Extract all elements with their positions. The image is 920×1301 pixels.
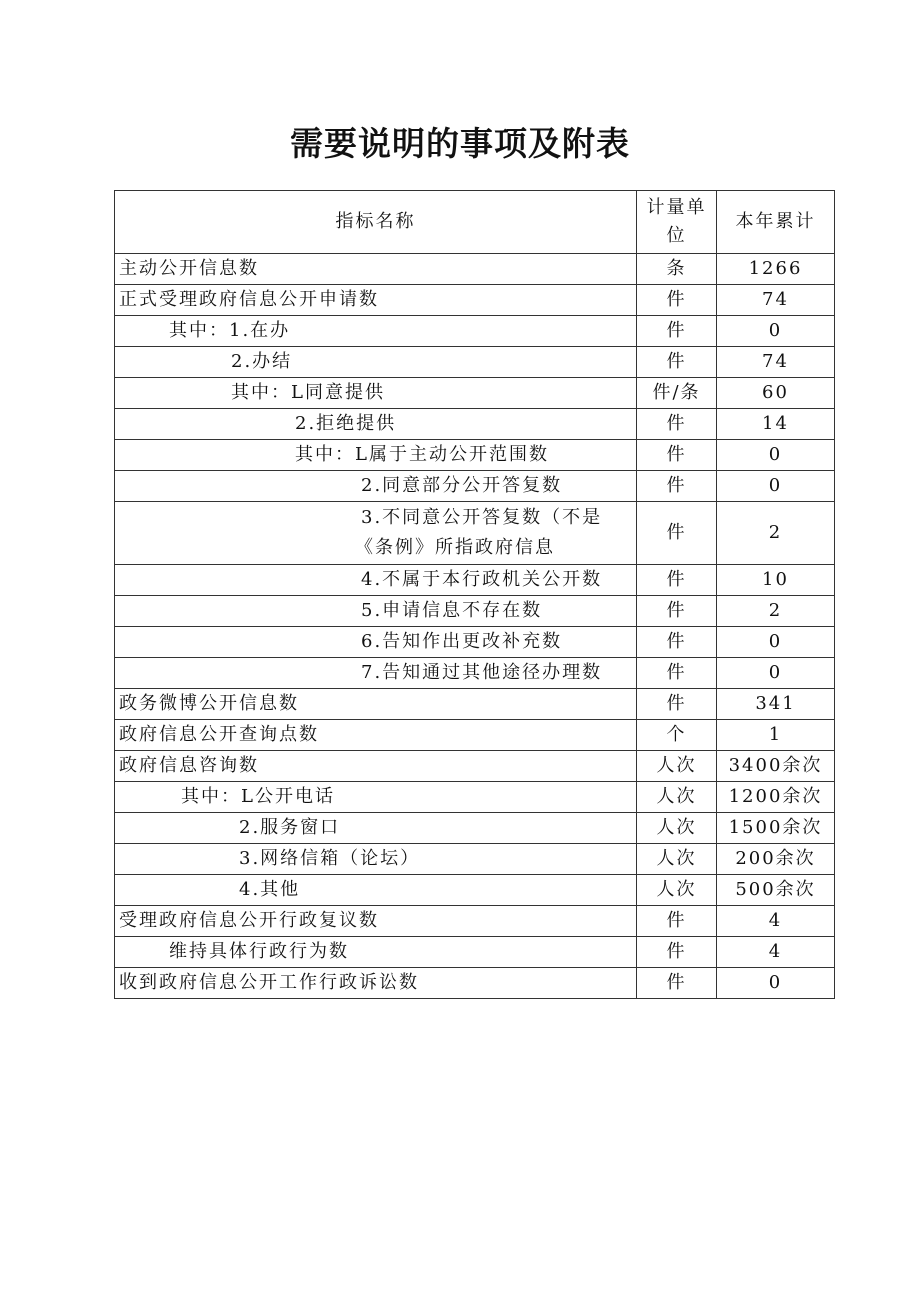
row-name: 其中：L同意提供 [115, 378, 637, 409]
row-unit: 件 [637, 285, 717, 316]
row-name: 3.网络信箱（论坛） [115, 844, 637, 875]
row-name: 5.申请信息不存在数 [115, 596, 637, 627]
row-value: 2 [717, 502, 835, 565]
table-row [115, 409, 835, 440]
row-value: 1266 [717, 254, 835, 285]
table-row [115, 813, 835, 844]
row-value: 1500余次 [717, 813, 835, 844]
row-value: 0 [717, 471, 835, 502]
row-unit: 件 [637, 440, 717, 471]
table-row [115, 316, 835, 347]
row-unit: 件 [637, 565, 717, 596]
row-value: 74 [717, 285, 835, 316]
row-name: 其中：1.在办 [115, 316, 637, 347]
row-value: 4 [717, 906, 835, 937]
table-row [115, 906, 835, 937]
row-unit: 人次 [637, 813, 717, 844]
row-value: 1200余次 [717, 782, 835, 813]
table-row [115, 627, 835, 658]
header-unit: 计量单位 [637, 191, 717, 254]
table-row [115, 347, 835, 378]
table-row [115, 502, 835, 565]
row-unit: 人次 [637, 782, 717, 813]
table-row [115, 254, 835, 285]
page-title: 需要说明的事项及附表 [290, 124, 630, 163]
row-name: 4.其他 [115, 875, 637, 906]
row-unit: 件/条 [637, 378, 717, 409]
row-unit: 件 [637, 627, 717, 658]
table-row [115, 751, 835, 782]
row-unit: 件 [637, 502, 717, 565]
row-unit: 件 [637, 596, 717, 627]
row-value: 0 [717, 968, 835, 999]
row-name: 维持具体行政行为数 [115, 937, 637, 968]
row-name: 其中：L属于主动公开范围数 [115, 440, 637, 471]
row-name: 4.不属于本行政机关公开数 [115, 565, 637, 596]
table-row [115, 378, 835, 409]
row-unit: 件 [637, 316, 717, 347]
row-unit: 条 [637, 254, 717, 285]
row-name: 6.告知作出更改补充数 [115, 627, 637, 658]
table-row [115, 782, 835, 813]
row-unit: 件 [637, 689, 717, 720]
row-value: 0 [717, 440, 835, 471]
table-row [115, 720, 835, 751]
row-unit: 人次 [637, 875, 717, 906]
row-value: 0 [717, 316, 835, 347]
row-unit: 件 [637, 409, 717, 440]
row-name: 2.同意部分公开答复数 [115, 471, 637, 502]
row-name: 2.拒绝提供 [115, 409, 637, 440]
table-row [115, 471, 835, 502]
row-unit: 件 [637, 658, 717, 689]
row-value: 14 [717, 409, 835, 440]
header-annual-total: 本年累计 [717, 191, 835, 254]
row-unit: 件 [637, 347, 717, 378]
table-row [115, 285, 835, 316]
row-value: 2 [717, 596, 835, 627]
row-unit: 人次 [637, 751, 717, 782]
table-row [115, 689, 835, 720]
table-header-row [115, 191, 835, 254]
row-name: 2.办结 [115, 347, 637, 378]
statistics-table [114, 190, 835, 999]
table-row [115, 968, 835, 999]
row-name-line-2: 《条例》所指政府信息 [355, 537, 555, 558]
row-value: 1 [717, 720, 835, 751]
row-unit: 件 [637, 937, 717, 968]
row-name: 收到政府信息公开工作行政诉讼数 [115, 968, 637, 999]
row-name: 政府信息咨询数 [115, 751, 637, 782]
table-row [115, 844, 835, 875]
row-name: 7.告知通过其他途径办理数 [115, 658, 637, 689]
row-unit: 个 [637, 720, 717, 751]
row-value: 3400余次 [717, 751, 835, 782]
row-unit: 件 [637, 471, 717, 502]
row-name: 其中：L公开电话 [115, 782, 637, 813]
row-name: 正式受理政府信息公开申请数 [115, 285, 637, 316]
row-name: 政务微博公开信息数 [115, 689, 637, 720]
table-row [115, 937, 835, 968]
table-row [115, 440, 835, 471]
row-name: 受理政府信息公开行政复议数 [115, 906, 637, 937]
table-row [115, 596, 835, 627]
header-indicator-name: 指标名称 [115, 191, 637, 254]
row-unit: 件 [637, 968, 717, 999]
row-value: 10 [717, 565, 835, 596]
row-value: 4 [717, 937, 835, 968]
row-name-line-1: 3.不同意公开答复数（不是 [361, 507, 603, 528]
table-row [115, 875, 835, 906]
row-name [115, 502, 637, 565]
row-unit: 件 [637, 906, 717, 937]
row-value: 341 [717, 689, 835, 720]
row-unit: 人次 [637, 844, 717, 875]
row-value: 500余次 [717, 875, 835, 906]
row-name: 主动公开信息数 [115, 254, 637, 285]
table-row [115, 565, 835, 596]
row-name: 政府信息公开查询点数 [115, 720, 637, 751]
row-value: 74 [717, 347, 835, 378]
row-name: 2.服务窗口 [115, 813, 637, 844]
row-value: 0 [717, 658, 835, 689]
row-value: 0 [717, 627, 835, 658]
row-value: 60 [717, 378, 835, 409]
row-value: 200余次 [717, 844, 835, 875]
table-row [115, 658, 835, 689]
